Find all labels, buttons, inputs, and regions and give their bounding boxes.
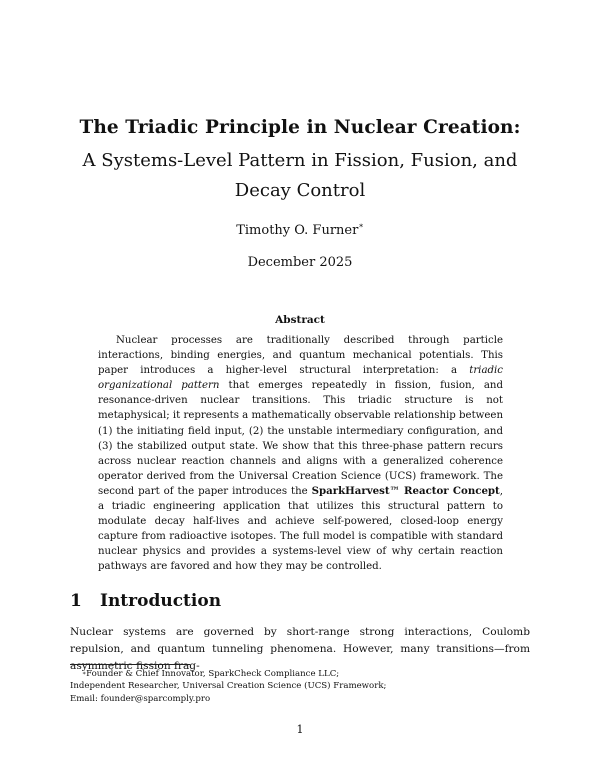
- abstract-heading: Abstract: [275, 314, 325, 326]
- footnote-rule: [70, 664, 190, 665]
- abstract-text-3: , a triadic engineering application that utilizes this structural pattern to modulate decay half-lives and achieve self-powered, closed-loop energy capture from radioactive isotopes. The full model is compatible with standard nuclear physics and provides a systems-level view of why certain reaction pathways are favored and how they may be controlled.: [98, 485, 504, 573]
- footnote: [70, 668, 530, 705]
- paper-date: December 2025: [247, 255, 353, 270]
- abstract-emphasis: triadic organizational pattern: [98, 365, 503, 392]
- abstract-text-1: Nuclear processes are traditionally described through particle interactions, binding energies, and quantum mechanical potentials. This paper introduces a higher-level structural interpretation: a: [98, 335, 503, 377]
- section-title: Introduction: [100, 591, 222, 611]
- author-name: [0, 223, 600, 238]
- intro-paragraph: Nuclear systems are governed by short-range strong interactions, Coulomb repulsion, and quantum tunneling phenomena. However, many transitions—from asymmetric fission frag-: [70, 626, 530, 672]
- paper-subtitle: A Systems-Level Pattern in Fission, Fusion, and Decay Control: [82, 150, 518, 201]
- section-number: 1: [70, 591, 82, 611]
- footnote-line-1: [70, 668, 530, 680]
- abstract-text-2: that emerges repeatedly in fission, fusion, and resonance-driven nuclear transitions. This triadic structure is not metaphysical; it represents a mathematically observable relationship between (1) the initiating field input, (2) the unstable intermediary configuration, and (3) the stabilized output state. We show that this three-phase pattern recurs across nuclear reaction channels and aligns with a generalized coherence operator derived from the Universal Creation Science (UCS) framework. The second part of the paper introduces the: [98, 380, 504, 497]
- footnote-marker: ∗: [82, 670, 87, 677]
- abstract-body: [98, 333, 503, 575]
- abstract-bold: SparkHarvest™ Reactor Concept: [311, 484, 500, 497]
- footnote-line-3: Email: founder@sparcomply.pro: [70, 693, 211, 704]
- footnote-affiliation: Founder & Chief Innovator, SparkCheck Compliance LLC;: [86, 669, 340, 679]
- section-heading: [70, 591, 221, 611]
- paper-title: The Triadic Principle in Nuclear Creation:: [79, 117, 521, 138]
- author-footnote-marker: ∗: [358, 221, 364, 230]
- page-number: 1: [296, 723, 304, 736]
- footnote-line-2: Independent Researcher, Universal Creation Science (UCS) Framework;: [70, 681, 387, 692]
- author-text: Timothy O. Furner: [236, 223, 359, 238]
